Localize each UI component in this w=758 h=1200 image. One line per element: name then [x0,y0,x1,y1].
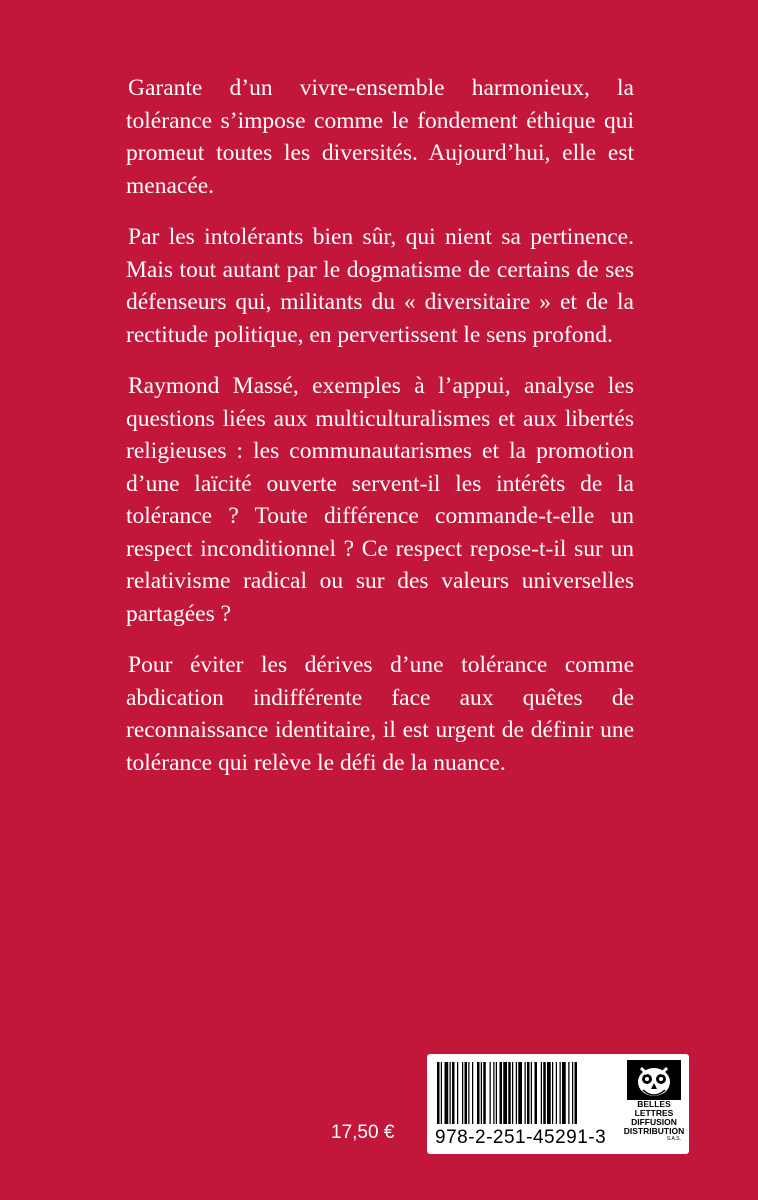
publisher-line-3: DISTRIBUTION [623,1126,685,1136]
blurb-paragraph-1: Garante d’un vivre-ensemble harmonieux, la tolérance s’impose comme le fondement éthique qui promeut toutes les diversités. Aujourd’hui, elle est menacée. [126,75,634,199]
price-label: 17,50 € [331,1122,395,1143]
publisher-line-2: DIFFUSION [631,1117,677,1127]
publisher-logo-block [623,1060,685,1150]
barcode-icon [437,1062,617,1124]
barcode-box [427,1054,689,1154]
owl-icon [627,1060,681,1100]
publisher-suffix: S.A.S. [666,1136,681,1142]
publisher-name [623,1100,685,1142]
publisher-line-1: BELLES LETTRES [634,1099,674,1118]
blurb-paragraph-3: Raymond Massé, exemples à l’appui, analyse les questions liées aux multiculturalismes et aux libertés religieuses : les communautarismes et la promotion d’une laïcité ouverte servent-il les intérêts de la tolérance ? Toute différence commande-t-elle un respect inconditionnel ? Ce respect repose-t-il sur un relativisme radical ou sur des valeurs universelles partagées ? [126,373,634,627]
blurb-paragraph-2: Par les intolérants bien sûr, qui nient sa pertinence. Mais tout autant par le dogmatisme de certains de ses défenseurs qui, militants du « diversitaire » et de la rectitude politique, en pervertissent le sens profond. [126,224,634,348]
isbn-number: 978-2-251-45291-3 [435,1127,607,1148]
blurb-text [126,72,634,798]
blurb-paragraph-4: Pour éviter les dérives d’une tolérance comme abdication indifférente face aux quêtes de reconnaissance identitaire, il est urgent de définir une tolérance qui relève le défi de la nuance. [126,652,634,776]
